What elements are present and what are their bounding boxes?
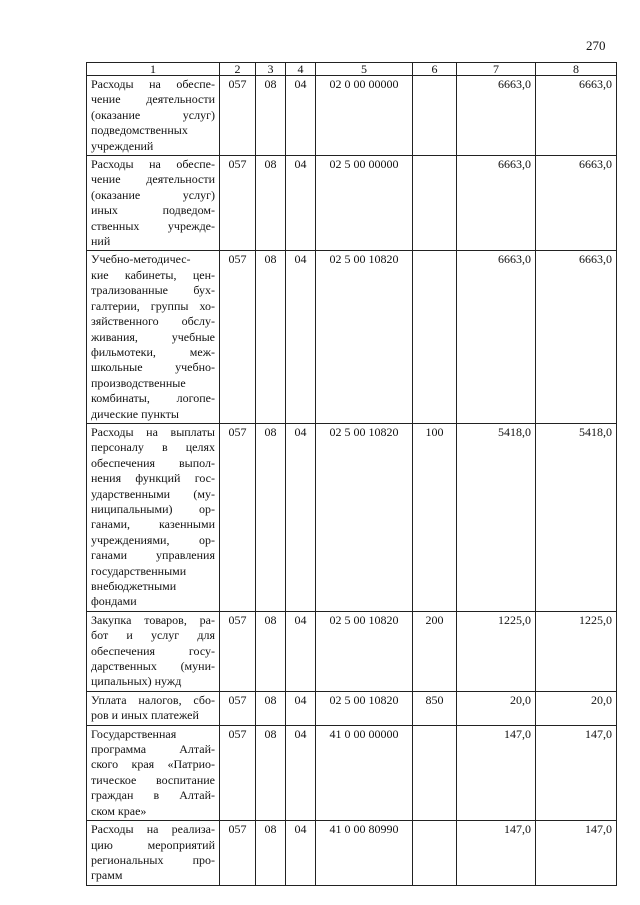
row-name-line: чение деятельности bbox=[91, 92, 215, 107]
target-article-cell: 41 0 00 00000 bbox=[316, 725, 413, 820]
header-row bbox=[87, 63, 617, 76]
amount-col8-cell: 6663,0 bbox=[536, 251, 617, 423]
column-header-5: 5 bbox=[316, 63, 413, 76]
amount-col8-cell: 20,0 bbox=[536, 691, 617, 725]
ministry-code-cell: 057 bbox=[220, 251, 256, 423]
row-name-line: ров и иных платежей bbox=[91, 708, 199, 723]
table-row bbox=[87, 691, 617, 725]
expense-type-cell bbox=[413, 251, 457, 423]
amount-col8-cell: 6663,0 bbox=[536, 76, 617, 156]
row-name-line: учреждениями, ор- bbox=[91, 532, 215, 547]
amount-col7-cell: 5418,0 bbox=[457, 423, 536, 611]
row-name-line: грамм bbox=[91, 868, 123, 883]
ministry-code-cell: 057 bbox=[220, 76, 256, 156]
row-name-line: тическое воспитание bbox=[91, 772, 215, 787]
row-name-cell bbox=[87, 821, 220, 886]
expense-type-cell: 200 bbox=[413, 611, 457, 691]
row-name-cell bbox=[87, 423, 220, 611]
table-row bbox=[87, 423, 617, 611]
section-code-cell: 08 bbox=[256, 821, 286, 886]
expense-type-cell bbox=[413, 821, 457, 886]
target-article-cell: 02 5 00 00000 bbox=[316, 156, 413, 251]
row-name-line: трализованные бух- bbox=[91, 283, 215, 298]
row-name-line: живания, учебные bbox=[91, 329, 215, 344]
section-code-cell: 08 bbox=[256, 423, 286, 611]
table-row bbox=[87, 251, 617, 423]
amount-col7-cell: 1225,0 bbox=[457, 611, 536, 691]
section-code-cell: 08 bbox=[256, 611, 286, 691]
subsection-code-cell: 04 bbox=[286, 821, 316, 886]
row-name-line: дические пункты bbox=[91, 406, 179, 421]
subsection-code-cell: 04 bbox=[286, 76, 316, 156]
budget-table bbox=[86, 62, 617, 886]
ministry-code-cell: 057 bbox=[220, 611, 256, 691]
row-name-line: Расходы на реализа- bbox=[91, 822, 215, 837]
subsection-code-cell: 04 bbox=[286, 423, 316, 611]
row-name-line: дарственных (муни- bbox=[91, 659, 215, 674]
subsection-code-cell: 04 bbox=[286, 251, 316, 423]
amount-col7-cell: 147,0 bbox=[457, 821, 536, 886]
row-name-line: нения функций гос- bbox=[91, 471, 215, 486]
page-number: 270 bbox=[586, 38, 606, 53]
row-name-line: обеспечения выпол- bbox=[91, 455, 215, 470]
amount-col7-cell: 6663,0 bbox=[457, 251, 536, 423]
row-name-cell bbox=[87, 251, 220, 423]
amount-col7-cell: 6663,0 bbox=[457, 156, 536, 251]
table-row bbox=[87, 76, 617, 156]
column-header-1: 1 bbox=[87, 63, 220, 76]
row-name-cell bbox=[87, 76, 220, 156]
row-name-line: подведомственных bbox=[91, 123, 188, 138]
table-body bbox=[87, 76, 617, 886]
ministry-code-cell: 057 bbox=[220, 691, 256, 725]
section-code-cell: 08 bbox=[256, 76, 286, 156]
target-article-cell: 02 5 00 10820 bbox=[316, 691, 413, 725]
section-code-cell: 08 bbox=[256, 251, 286, 423]
row-name-line: комбинаты, логопе- bbox=[91, 391, 215, 406]
amount-col8-cell: 5418,0 bbox=[536, 423, 617, 611]
subsection-code-cell: 04 bbox=[286, 725, 316, 820]
row-name-line: производственные bbox=[91, 375, 186, 390]
amount-col8-cell: 1225,0 bbox=[536, 611, 617, 691]
row-name-line: учреждений bbox=[91, 138, 154, 153]
amount-col7-cell: 20,0 bbox=[457, 691, 536, 725]
row-name-line: чение деятельности bbox=[91, 172, 215, 187]
column-header-4: 4 bbox=[286, 63, 316, 76]
ministry-code-cell: 057 bbox=[220, 156, 256, 251]
target-article-cell: 02 0 00 00000 bbox=[316, 76, 413, 156]
row-name-line: кие кабинеты, цен- bbox=[91, 267, 215, 282]
target-article-cell: 41 0 00 80990 bbox=[316, 821, 413, 886]
row-name-line: ском крае» bbox=[91, 803, 147, 818]
column-header-2: 2 bbox=[220, 63, 256, 76]
expense-type-cell bbox=[413, 156, 457, 251]
expense-type-cell: 850 bbox=[413, 691, 457, 725]
table-row bbox=[87, 821, 617, 886]
row-name-line: обеспечения госу- bbox=[91, 643, 215, 658]
row-name-line: галтерии, группы хо- bbox=[91, 298, 215, 313]
row-name-line: Государственная bbox=[91, 726, 177, 741]
row-name-line: программа Алтай- bbox=[91, 742, 215, 757]
subsection-code-cell: 04 bbox=[286, 691, 316, 725]
row-name-line: ниципальными) ор- bbox=[91, 501, 215, 516]
table-row bbox=[87, 156, 617, 251]
row-name-line: Уплата налогов, сбо- bbox=[91, 692, 215, 707]
section-code-cell: 08 bbox=[256, 156, 286, 251]
target-article-cell: 02 5 00 10820 bbox=[316, 423, 413, 611]
column-header-7: 7 bbox=[457, 63, 536, 76]
row-name-line: (оказание услуг) bbox=[91, 107, 215, 122]
column-header-8: 8 bbox=[536, 63, 617, 76]
amount-col8-cell: 6663,0 bbox=[536, 156, 617, 251]
row-name-line: цию мероприятий bbox=[91, 837, 215, 852]
target-article-cell: 02 5 00 10820 bbox=[316, 251, 413, 423]
amount-col8-cell: 147,0 bbox=[536, 725, 617, 820]
row-name-line: граждан в Алтай- bbox=[91, 788, 215, 803]
row-name-line: персоналу в целях bbox=[91, 440, 215, 455]
expense-type-cell bbox=[413, 725, 457, 820]
row-name-line: бот и услуг для bbox=[91, 628, 215, 643]
row-name-line: ственных учрежде- bbox=[91, 218, 215, 233]
row-name-line: Учебно-методичес- bbox=[91, 252, 191, 267]
subsection-code-cell: 04 bbox=[286, 156, 316, 251]
row-name-line: иных подведом- bbox=[91, 203, 215, 218]
row-name-cell bbox=[87, 156, 220, 251]
row-name-line: ударственными (му- bbox=[91, 486, 215, 501]
amount-col7-cell: 6663,0 bbox=[457, 76, 536, 156]
section-code-cell: 08 bbox=[256, 691, 286, 725]
amount-col8-cell: 147,0 bbox=[536, 821, 617, 886]
ministry-code-cell: 057 bbox=[220, 725, 256, 820]
row-name-line: ганами, казенными bbox=[91, 517, 215, 532]
row-name-line: ний bbox=[91, 234, 111, 249]
row-name-cell bbox=[87, 611, 220, 691]
row-name-line: государственными bbox=[91, 563, 187, 578]
table-row bbox=[87, 725, 617, 820]
row-name-cell bbox=[87, 691, 220, 725]
expense-type-cell: 100 bbox=[413, 423, 457, 611]
section-code-cell: 08 bbox=[256, 725, 286, 820]
row-name-line: Расходы на обеспе- bbox=[91, 77, 215, 91]
amount-col7-cell: 147,0 bbox=[457, 725, 536, 820]
ministry-code-cell: 057 bbox=[220, 423, 256, 611]
row-name-line: ципальных) нужд bbox=[91, 674, 182, 689]
row-name-line: ского края «Патрио- bbox=[91, 757, 215, 772]
row-name-line: ганами управления bbox=[91, 548, 215, 563]
row-name-line: школьные учебно- bbox=[91, 360, 215, 375]
column-header-6: 6 bbox=[413, 63, 457, 76]
row-name-line: Расходы на обеспе- bbox=[91, 157, 215, 172]
row-name-cell bbox=[87, 725, 220, 820]
row-name-line: фондами bbox=[91, 594, 137, 609]
ministry-code-cell: 057 bbox=[220, 821, 256, 886]
row-name-line: региональных про- bbox=[91, 852, 215, 867]
expense-type-cell bbox=[413, 76, 457, 156]
row-name-line: (оказание услуг) bbox=[91, 187, 215, 202]
table-row bbox=[87, 611, 617, 691]
target-article-cell: 02 5 00 10820 bbox=[316, 611, 413, 691]
row-name-line: зяйственного обслу- bbox=[91, 314, 215, 329]
row-name-line: Расходы на выплаты bbox=[91, 424, 215, 439]
row-name-line: внебюджетными bbox=[91, 579, 177, 593]
column-header-3: 3 bbox=[256, 63, 286, 76]
row-name-line: фильмотеки, меж- bbox=[91, 344, 215, 359]
row-name-line: Закупка товаров, ра- bbox=[91, 612, 215, 627]
subsection-code-cell: 04 bbox=[286, 611, 316, 691]
